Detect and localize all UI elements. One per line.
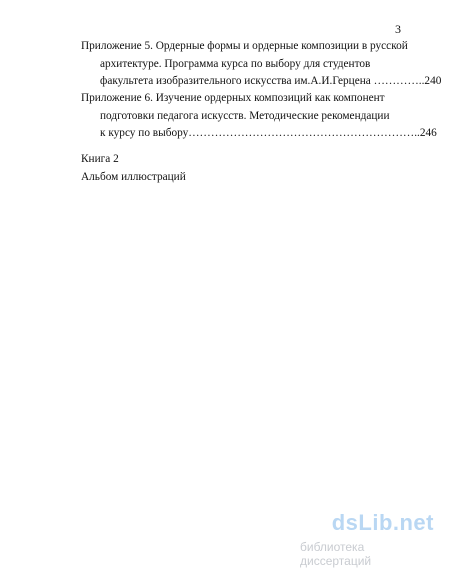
toc-entry-appendix-5-line-1: Приложение 5. Ордерные формы и ордерные композиции в русской (81, 40, 408, 52)
book-title: Книга 2 (81, 153, 119, 165)
toc-entry-appendix-6-line-3: к курсу по выбору……………………………………………………..246 (100, 127, 437, 139)
toc-entry-appendix-6-line-2: подготовки педагога искусств. Методические рекомендации (100, 110, 390, 122)
watermark-caption: библиотека диссертаций (300, 540, 372, 568)
toc-entry-appendix-6-line-1: Приложение 6. Изучение ордерных композиций как компонент (81, 92, 385, 104)
watermark-logo: dsLib.net (331, 510, 434, 535)
page-number: 3 (395, 22, 401, 36)
toc-entry-appendix-5-line-2: архитектуре. Программа курса по выбору для студентов (100, 58, 371, 70)
book-subtitle: Альбом иллюстраций (81, 171, 186, 183)
toc-entry-appendix-5-line-3: факультета изобразительного искусства им.А.И.Герцена …………..240 (100, 75, 442, 87)
watermark (300, 510, 440, 570)
